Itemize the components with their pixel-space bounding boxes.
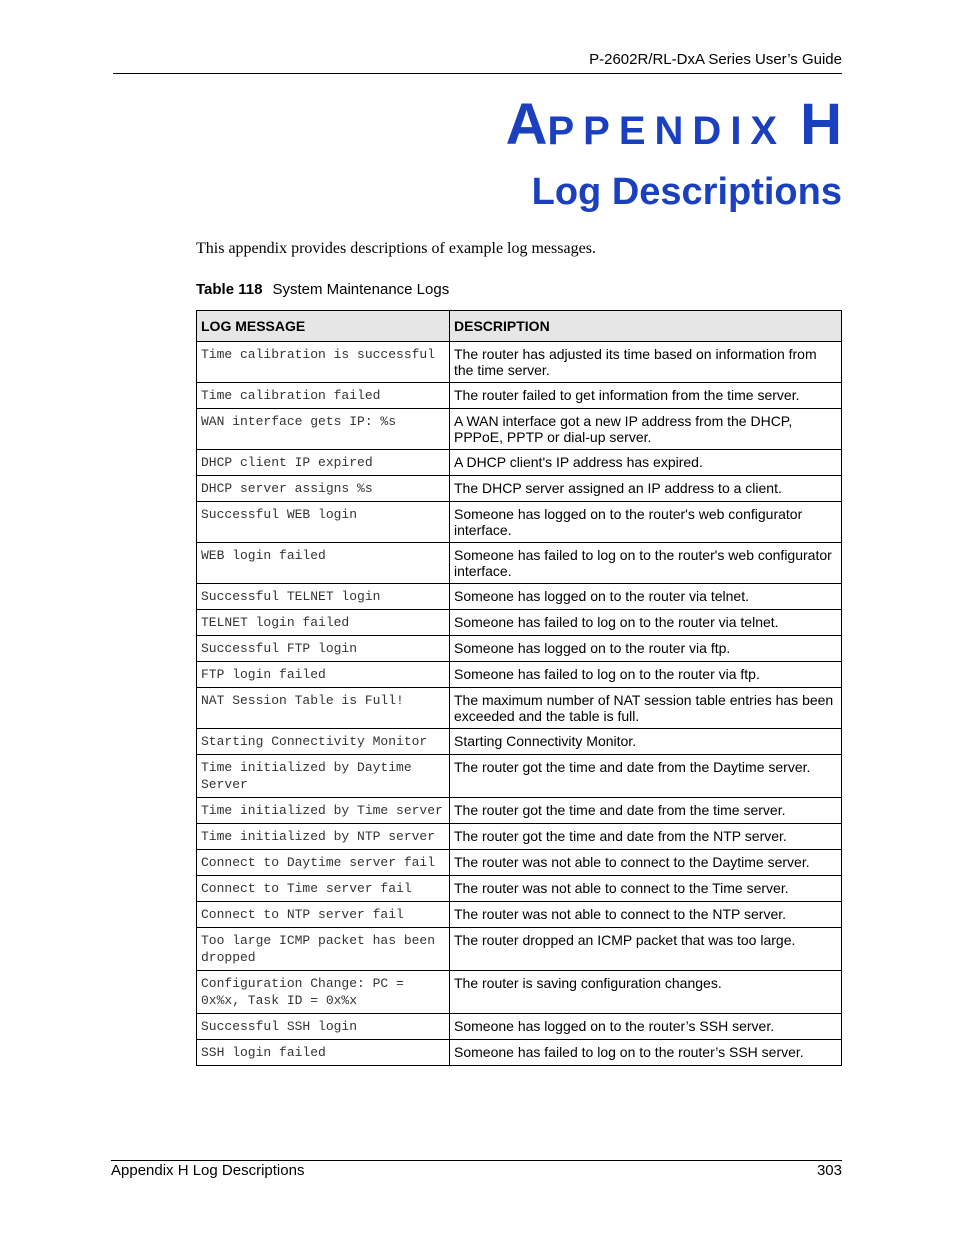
log-message-cell: Connect to NTP server fail <box>197 902 450 928</box>
table-row <box>197 971 842 1014</box>
log-message-cell: DHCP client IP expired <box>197 450 450 476</box>
log-description-cell: The router got the time and date from the NTP server. <box>450 824 842 850</box>
appendix-word: PPENDIX <box>547 109 787 153</box>
log-description-cell: The router dropped an ICMP packet that was too large. <box>450 928 842 971</box>
table-caption-text: System Maintenance Logs <box>272 281 450 298</box>
log-message-cell: Successful WEB login <box>197 502 450 543</box>
log-message-cell: Time initialized by NTP server <box>197 824 450 850</box>
log-description-cell: The DHCP server assigned an IP address to a client. <box>450 476 842 502</box>
table-header-row <box>197 311 842 342</box>
table-row <box>197 409 842 450</box>
log-description-cell: Someone has failed to log on to the router via ftp. <box>450 662 842 688</box>
table-row <box>197 824 842 850</box>
column-header-description: DESCRIPTION <box>450 311 842 342</box>
log-message-cell: Time initialized by Time server <box>197 798 450 824</box>
table-row <box>197 383 842 409</box>
log-message-cell: TELNET login failed <box>197 610 450 636</box>
log-description-cell: The router got the time and date from the Daytime server. <box>450 755 842 798</box>
page-number: 303 <box>816 1162 842 1179</box>
header-divider <box>113 73 842 74</box>
log-message-cell: NAT Session Table is Full! <box>197 688 450 729</box>
table-caption <box>196 281 449 298</box>
footer-section-title: Appendix H Log Descriptions <box>111 1162 305 1179</box>
table-row <box>197 543 842 584</box>
table-row <box>197 902 842 928</box>
appendix-heading <box>505 92 842 157</box>
intro-paragraph: This appendix provides descriptions of example log messages. <box>196 240 596 257</box>
footer-divider <box>111 1160 842 1161</box>
column-header-log-message: LOG MESSAGE <box>197 311 450 342</box>
table-row <box>197 876 842 902</box>
log-message-cell: Connect to Daytime server fail <box>197 850 450 876</box>
log-description-cell: The router was not able to connect to the Daytime server. <box>450 850 842 876</box>
appendix-letter: H <box>800 92 842 157</box>
table-row <box>197 688 842 729</box>
log-table <box>196 310 842 1066</box>
log-message-cell: WEB login failed <box>197 543 450 584</box>
table-row <box>197 450 842 476</box>
log-description-cell: Someone has logged on to the router via telnet. <box>450 584 842 610</box>
log-description-cell: Starting Connectivity Monitor. <box>450 729 842 755</box>
log-message-cell: SSH login failed <box>197 1040 450 1066</box>
log-message-cell: Successful TELNET login <box>197 584 450 610</box>
log-description-cell: Someone has logged on to the router’s SSH server. <box>450 1014 842 1040</box>
log-description-cell: Someone has failed to log on to the router via telnet. <box>450 610 842 636</box>
table-caption-number: Table 118 <box>196 281 263 298</box>
log-message-cell: WAN interface gets IP: %s <box>197 409 450 450</box>
table-row <box>197 662 842 688</box>
log-description-cell: The router is saving configuration changes. <box>450 971 842 1014</box>
log-message-cell: Time calibration is successful <box>197 342 450 383</box>
log-message-cell: Time calibration failed <box>197 383 450 409</box>
log-message-cell: Starting Connectivity Monitor <box>197 729 450 755</box>
table-row <box>197 729 842 755</box>
log-message-cell: Configuration Change: PC = 0x%x, Task ID = 0x%x <box>197 971 450 1014</box>
log-message-cell: Connect to Time server fail <box>197 876 450 902</box>
table-row <box>197 476 842 502</box>
table-row <box>197 636 842 662</box>
log-description-cell: A DHCP client's IP address has expired. <box>450 450 842 476</box>
log-description-cell: The router was not able to connect to the Time server. <box>450 876 842 902</box>
table-row <box>197 342 842 383</box>
log-message-cell: Too large ICMP packet has been dropped <box>197 928 450 971</box>
table-row <box>197 1040 842 1066</box>
table-row <box>197 798 842 824</box>
log-description-cell: The router failed to get information from the time server. <box>450 383 842 409</box>
log-message-cell: DHCP server assigns %s <box>197 476 450 502</box>
table-row <box>197 502 842 543</box>
log-message-cell: Successful FTP login <box>197 636 450 662</box>
table-row <box>197 850 842 876</box>
log-description-cell: The maximum number of NAT session table entries has been exceeded and the table is full. <box>450 688 842 729</box>
log-description-cell: The router was not able to connect to the NTP server. <box>450 902 842 928</box>
appendix-initial: A <box>505 92 548 157</box>
log-description-cell: Someone has failed to log on to the router's web configurator interface. <box>450 543 842 584</box>
table-row <box>197 610 842 636</box>
log-message-cell: FTP login failed <box>197 662 450 688</box>
guide-title: P-2602R/RL-DxA Series User’s Guide <box>589 51 842 68</box>
table-row <box>197 928 842 971</box>
page-title: Log Descriptions <box>531 171 842 213</box>
table-row <box>197 755 842 798</box>
table-row <box>197 1014 842 1040</box>
log-description-cell: The router has adjusted its time based on information from the time server. <box>450 342 842 383</box>
log-description-cell: A WAN interface got a new IP address from the DHCP, PPPoE, PPTP or dial-up server. <box>450 409 842 450</box>
table-row <box>197 584 842 610</box>
log-description-cell: Someone has logged on to the router via ftp. <box>450 636 842 662</box>
log-message-cell: Time initialized by Daytime Server <box>197 755 450 798</box>
log-message-cell: Successful SSH login <box>197 1014 450 1040</box>
log-description-cell: Someone has failed to log on to the router’s SSH server. <box>450 1040 842 1066</box>
log-description-cell: Someone has logged on to the router's web configurator interface. <box>450 502 842 543</box>
log-description-cell: The router got the time and date from the time server. <box>450 798 842 824</box>
